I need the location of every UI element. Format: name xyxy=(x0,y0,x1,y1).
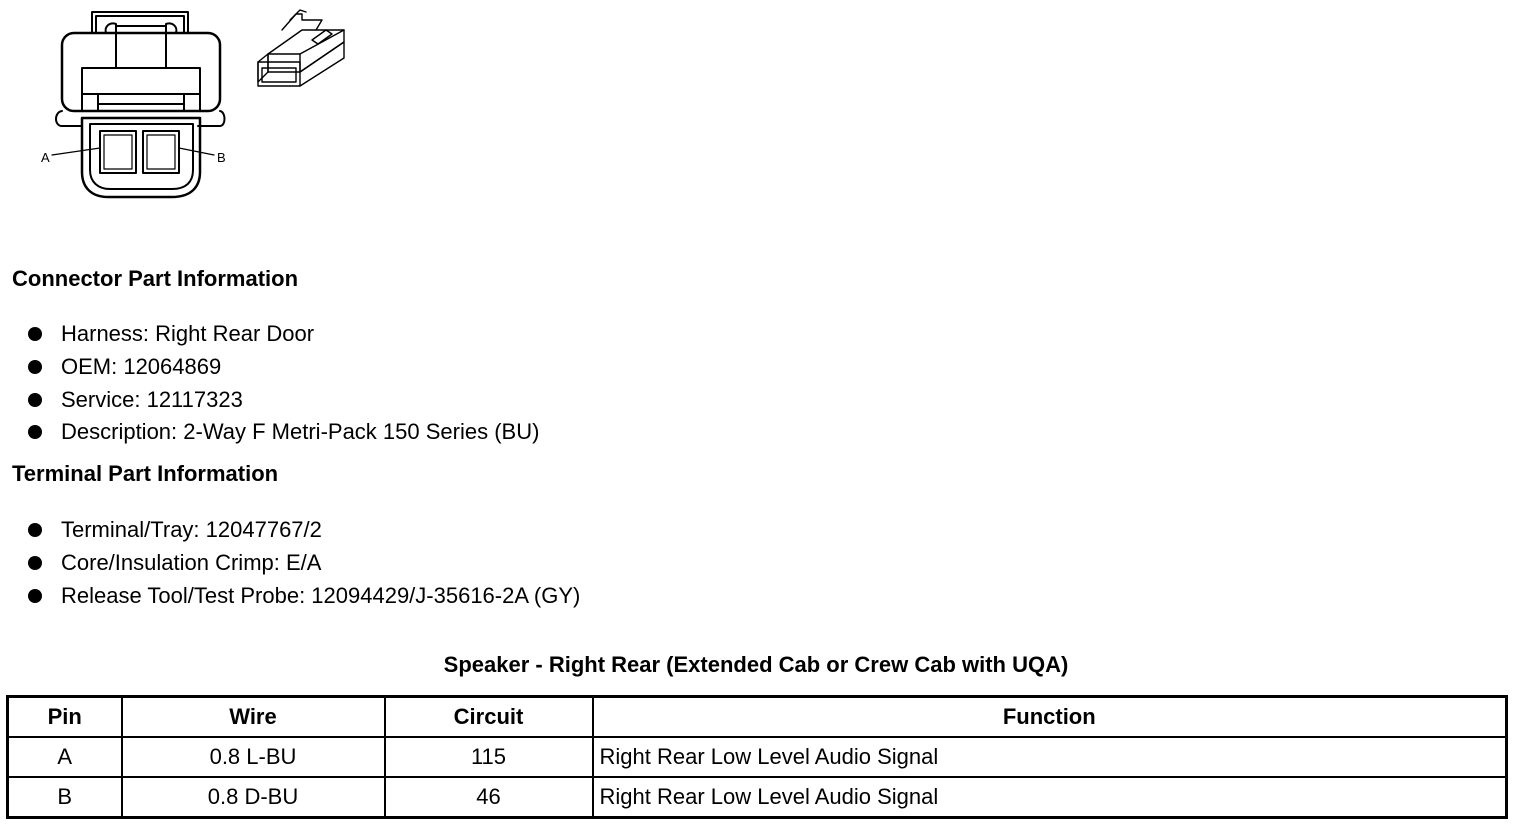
table-header-row xyxy=(8,697,1507,738)
terminal-tray-text: Terminal/Tray: 12047767/2 xyxy=(61,517,322,543)
pin-cell: A xyxy=(8,737,122,777)
pin-table-title: Speaker - Right Rear (Extended Cab or Crew Cab with UQA) xyxy=(443,652,1069,677)
crimp-text: Core/Insulation Crimp: E/A xyxy=(61,550,322,576)
wire-cell: 0.8 L-BU xyxy=(122,737,385,777)
bullet-icon xyxy=(28,589,42,603)
service-text: Service: 12117323 xyxy=(61,386,243,412)
connector-part-info-list xyxy=(26,318,539,449)
table-row xyxy=(8,737,1507,777)
connector-diagram xyxy=(0,0,360,205)
bullet-icon xyxy=(28,393,42,407)
function-column-header: Function xyxy=(593,697,1507,738)
bullet-icon xyxy=(28,425,42,439)
cavity-a xyxy=(100,131,136,173)
bullet-icon xyxy=(28,327,42,341)
pin-column-header: Pin xyxy=(8,697,122,738)
connector-isometric-view xyxy=(258,10,344,86)
pin-b-leader xyxy=(179,148,214,155)
description-text: Description: 2-Way F Metri-Pack 150 Series (BU) xyxy=(61,419,540,445)
table-row xyxy=(8,777,1507,818)
function-cell: Right Rear Low Level Audio Signal xyxy=(593,777,1507,818)
terminal-part-info-heading: Terminal Part Information xyxy=(12,461,279,486)
list-item xyxy=(26,318,539,351)
release-tool-text: Release Tool/Test Probe: 12094429/J-35616-2A (GY) xyxy=(61,582,581,608)
terminal-part-info-list xyxy=(26,514,580,612)
pin-cell: B xyxy=(8,777,122,818)
bullet-icon xyxy=(28,523,42,537)
oem-text: OEM: 12064869 xyxy=(61,354,222,380)
list-item xyxy=(26,514,580,547)
list-item xyxy=(26,547,580,580)
pin-a-leader xyxy=(52,148,100,155)
wire-column-header: Wire xyxy=(122,697,385,738)
list-item xyxy=(26,416,539,449)
list-item xyxy=(26,351,539,384)
circuit-cell: 46 xyxy=(385,777,593,818)
pin-table xyxy=(6,695,1508,819)
list-item xyxy=(26,383,539,416)
circuit-column-header: Circuit xyxy=(385,697,593,738)
bullet-icon xyxy=(28,556,42,570)
circuit-cell: 115 xyxy=(385,737,593,777)
harness-text: Harness: Right Rear Door xyxy=(61,321,315,347)
pin-a-label: A xyxy=(41,150,50,165)
function-cell: Right Rear Low Level Audio Signal xyxy=(593,737,1507,777)
cavity-b xyxy=(143,131,179,173)
connector-housing xyxy=(62,33,220,111)
pin-b-label: B xyxy=(217,150,226,165)
list-item xyxy=(26,579,580,612)
bullet-icon xyxy=(28,360,42,374)
connector-part-info-heading: Connector Part Information xyxy=(12,266,299,291)
wire-cell: 0.8 D-BU xyxy=(122,777,385,818)
